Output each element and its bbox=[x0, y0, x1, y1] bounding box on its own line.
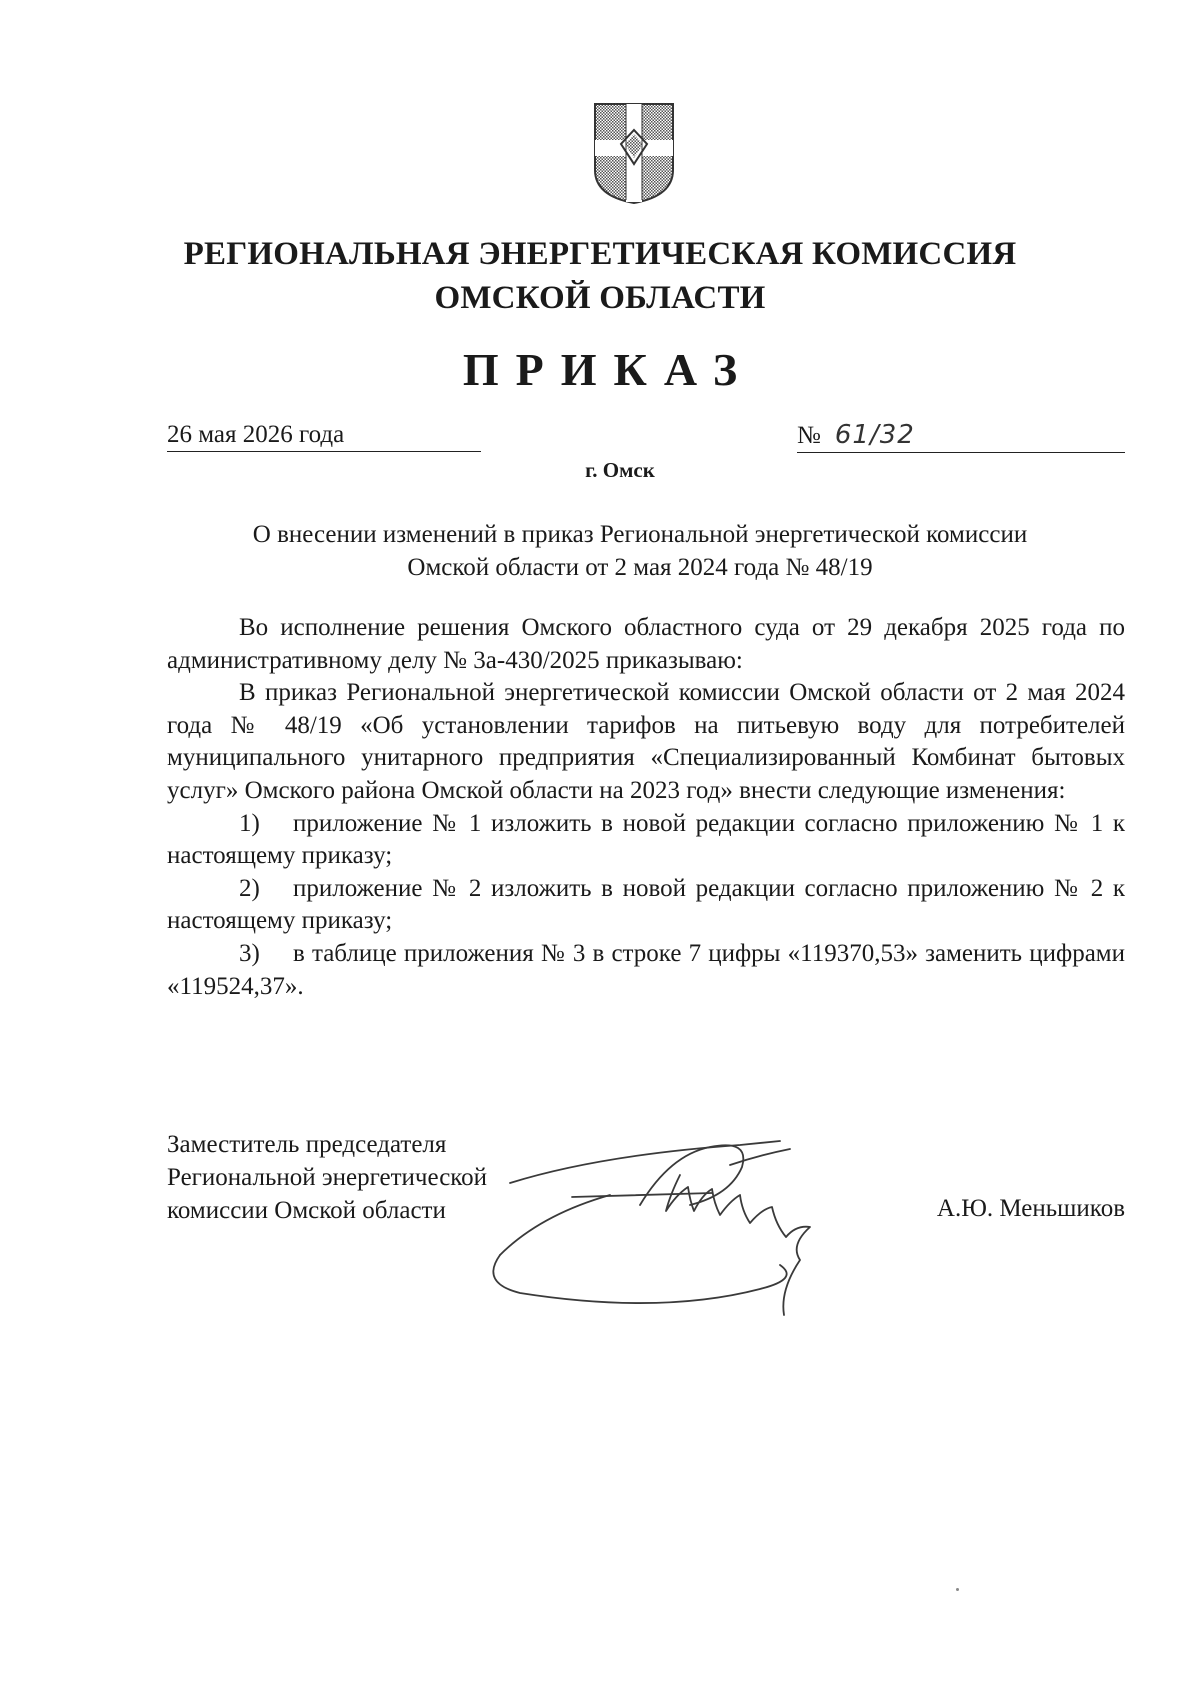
document-date: 26 мая 2026 года bbox=[167, 420, 481, 452]
handwritten-signature bbox=[480, 1115, 860, 1335]
subject-line1: О внесении изменений в приказ Региональной энергетической комиссии bbox=[252, 521, 1028, 548]
list-item bbox=[167, 873, 1125, 938]
signatory-name: А.Ю. Меньшиков bbox=[936, 1195, 1125, 1222]
list-item bbox=[167, 808, 1125, 873]
list-item-text: приложение № 1 изложить в новой редакции согласно приложению № 1 к настоящему приказу; bbox=[167, 809, 1125, 870]
main-paragraph: В приказ Региональной энергетической комиссии Омской области от 2 мая 2024 года № 48/19 «Об установлении тарифов на питьевую воду для потребителей муниципального унитарного предприятия «Специализированный Комбинат бытовых услуг» Омского района Омской области на 2023 год» внести следующие изменения: bbox=[167, 679, 1125, 804]
document-number bbox=[797, 420, 1125, 453]
document-city: г. Омск bbox=[585, 458, 655, 482]
preamble-paragraph: Во исполнение решения Омского областного суда от 29 декабря 2025 года по административному делу № 3а-430/2025 приказываю: bbox=[167, 614, 1125, 674]
document-subject bbox=[160, 518, 1120, 584]
organization-name-line1: РЕГИОНАЛЬНАЯ ЭНЕРГЕТИЧЕСКАЯ КОМИССИЯ bbox=[183, 236, 1017, 272]
signatory-position-line2: Региональной энергетической bbox=[167, 1164, 488, 1191]
scan-speck bbox=[956, 1588, 959, 1591]
organization-name bbox=[0, 232, 1200, 320]
list-item bbox=[167, 938, 1125, 1003]
signatory-position-line1: Заместитель председателя bbox=[167, 1131, 447, 1158]
list-item-number: 3) bbox=[239, 939, 260, 967]
list-item-text: приложение № 2 изложить в новой редакции согласно приложению № 2 к настоящему приказу; bbox=[167, 874, 1125, 935]
list-item-number: 1) bbox=[239, 809, 260, 837]
list-item-text: в таблице приложения № 3 в строке 7 цифры «119370,53» заменить цифрами «119524,37». bbox=[167, 939, 1125, 1000]
subject-line2: Омской области от 2 мая 2024 года № 48/19 bbox=[407, 554, 873, 581]
coat-of-arms-icon bbox=[591, 100, 677, 206]
organization-name-line2: ОМСКОЙ ОБЛАСТИ bbox=[434, 280, 766, 316]
list-item-number: 2) bbox=[239, 874, 260, 902]
handwritten-number: 61/32 bbox=[834, 420, 915, 450]
document-type: ПРИКАЗ bbox=[462, 344, 755, 395]
signatory-position-line3: комиссии Омской области bbox=[167, 1197, 446, 1224]
document-body bbox=[167, 612, 1125, 1003]
number-prefix: № bbox=[797, 422, 821, 449]
